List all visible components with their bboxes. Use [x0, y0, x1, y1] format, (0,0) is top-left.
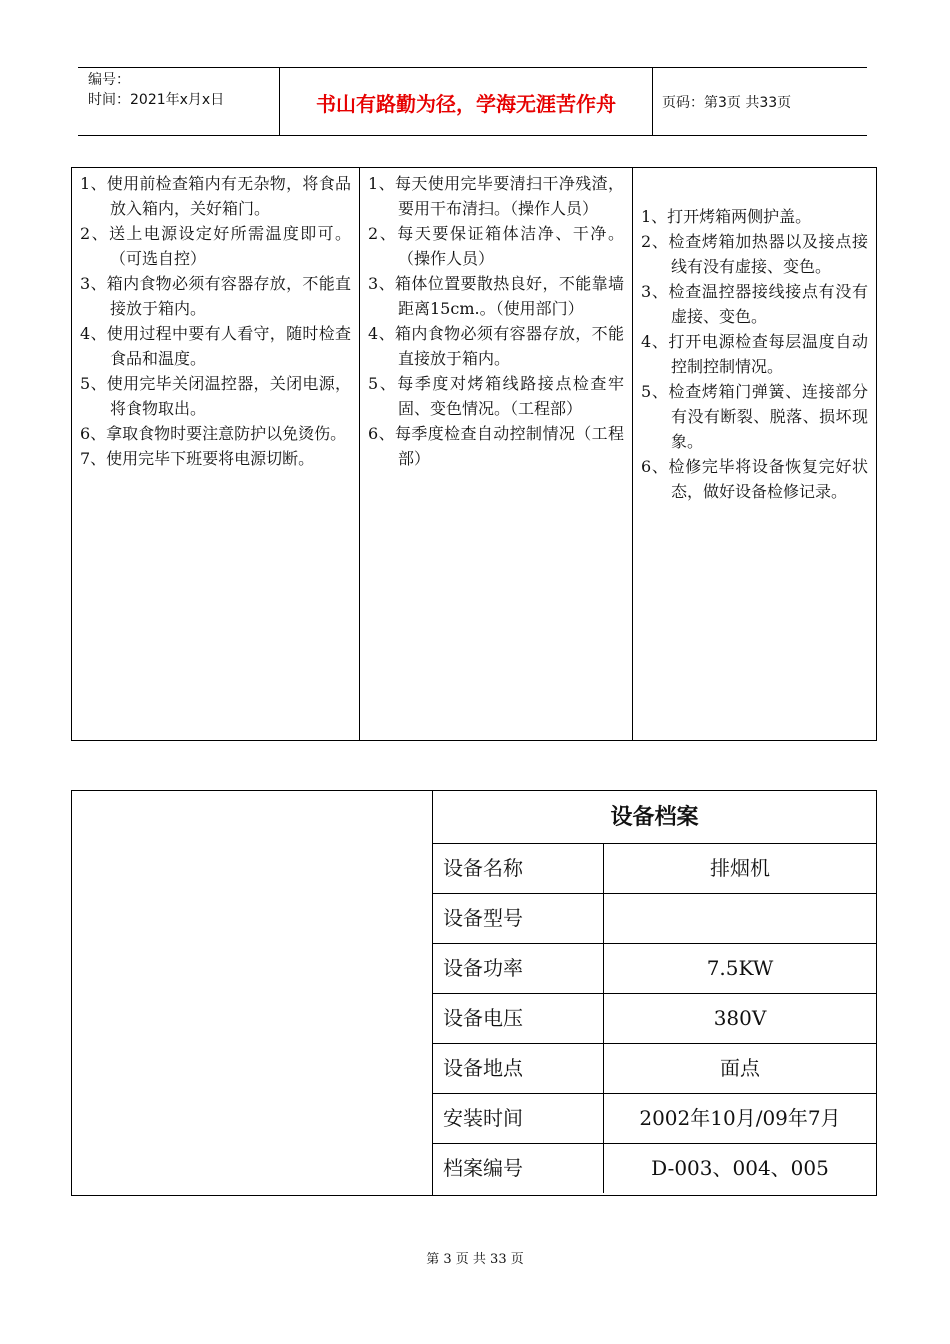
maintenance-item: 4、箱内食物必须有容器存放，不能直接放于箱内。 [368, 324, 624, 368]
repair-item: 4、打开电源检查每层温度自动控制控制情况。 [641, 332, 868, 376]
archive-row-value: 380V [713, 1006, 767, 1030]
header-motto: 书山有路勤为径，学海无涯苦作舟 [316, 92, 616, 116]
usage-item: 4、使用过程中要有人看守，随时检查食品和温度。 [80, 324, 351, 368]
archive-row [433, 1143, 876, 1193]
page-footer: 第 3 页 共 33 页 [426, 1252, 524, 1267]
archive-row [433, 893, 876, 943]
usage-list [80, 171, 351, 471]
usage-item: 5、使用完毕关闭温控器，关闭电源，将食物取出。 [80, 374, 351, 418]
archive-row-value: 面点 [720, 1056, 760, 1080]
maintenance-item: 5、每季度对烤箱线路接点检查牢固、变色情况。（工程部） [368, 374, 624, 418]
usage-item: 7、使用完毕下班要将电源切断。 [80, 449, 315, 468]
usage-item: 2、送上电源设定好所需温度即可。（可选自控） [80, 224, 351, 268]
document-time-label: 时间：2021年x月x日 [88, 92, 225, 108]
archive-row-value [604, 894, 876, 943]
archive-row [433, 943, 876, 993]
archive-row-value: 排烟机 [710, 856, 770, 880]
repair-item: 5、检查烤箱门弹簧、连接部分有没有断裂、脱落、损坏现象。 [641, 382, 868, 451]
archive-row [433, 1093, 876, 1143]
repair-item: 3、检查温控器接线接点有没有虚接、变色。 [641, 282, 868, 326]
maintenance-item: 3、箱体位置要散热良好，不能靠墙距离15cm.。（使用部门） [368, 274, 624, 318]
header-top-rule [78, 67, 867, 68]
repair-item: 1、打开烤箱两侧护盖。 [641, 207, 812, 226]
archive-row-label: 设备电压 [433, 994, 604, 1043]
document-number-label: 编号： [88, 72, 130, 88]
repair-list [641, 204, 868, 504]
maintenance-column [360, 168, 633, 740]
repair-column [633, 168, 876, 740]
archive-row-label: 设备型号 [433, 894, 604, 943]
archive-row [433, 993, 876, 1043]
usage-item: 6、拿取食物时要注意防护以免烫伤。 [80, 424, 347, 443]
maintenance-item: 1、每天使用完毕要清扫干净残渣，要用干布清扫。（操作人员） [368, 174, 624, 218]
procedures-table [71, 167, 877, 741]
archive-row-label: 安装时间 [433, 1094, 604, 1143]
maintenance-list [368, 171, 624, 471]
equipment-archive-table [71, 790, 877, 1196]
archive-row [433, 1043, 876, 1093]
header-bottom-rule [78, 135, 867, 136]
header-page-label: 页码：第3页 共33页 [662, 95, 792, 111]
archive-row-label: 设备名称 [433, 844, 604, 893]
archive-row-value: 2002年10月/09年7月 [639, 1106, 841, 1130]
maintenance-item: 6、每季度检查自动控制情况（工程部） [368, 424, 624, 468]
repair-item: 2、检查烤箱加热器以及接点接线有没有虚接、变色。 [641, 232, 868, 276]
archive-row-value: D-003、004、005 [651, 1156, 829, 1180]
archive-row-label: 设备地点 [433, 1044, 604, 1093]
usage-column [72, 168, 360, 740]
usage-item: 3、箱内食物必须有容器存放，不能直接放于箱内。 [80, 274, 351, 318]
archive-blank-cell [72, 791, 433, 1195]
archive-row-label: 档案编号 [433, 1144, 604, 1193]
archive-row-label: 设备功率 [433, 944, 604, 993]
archive-title: 设备档案 [610, 805, 699, 830]
usage-item: 1、使用前检查箱内有无杂物，将食品放入箱内，关好箱门。 [80, 174, 351, 218]
archive-row-value: 7.5KW [706, 956, 774, 980]
repair-item: 6、检修完毕将设备恢复完好状态，做好设备检修记录。 [641, 457, 868, 501]
header-divider-2 [652, 67, 653, 136]
archive-row [433, 843, 876, 893]
header-meta [88, 70, 224, 110]
maintenance-item: 2、每天要保证箱体洁净、干净。（操作人员） [368, 224, 624, 268]
